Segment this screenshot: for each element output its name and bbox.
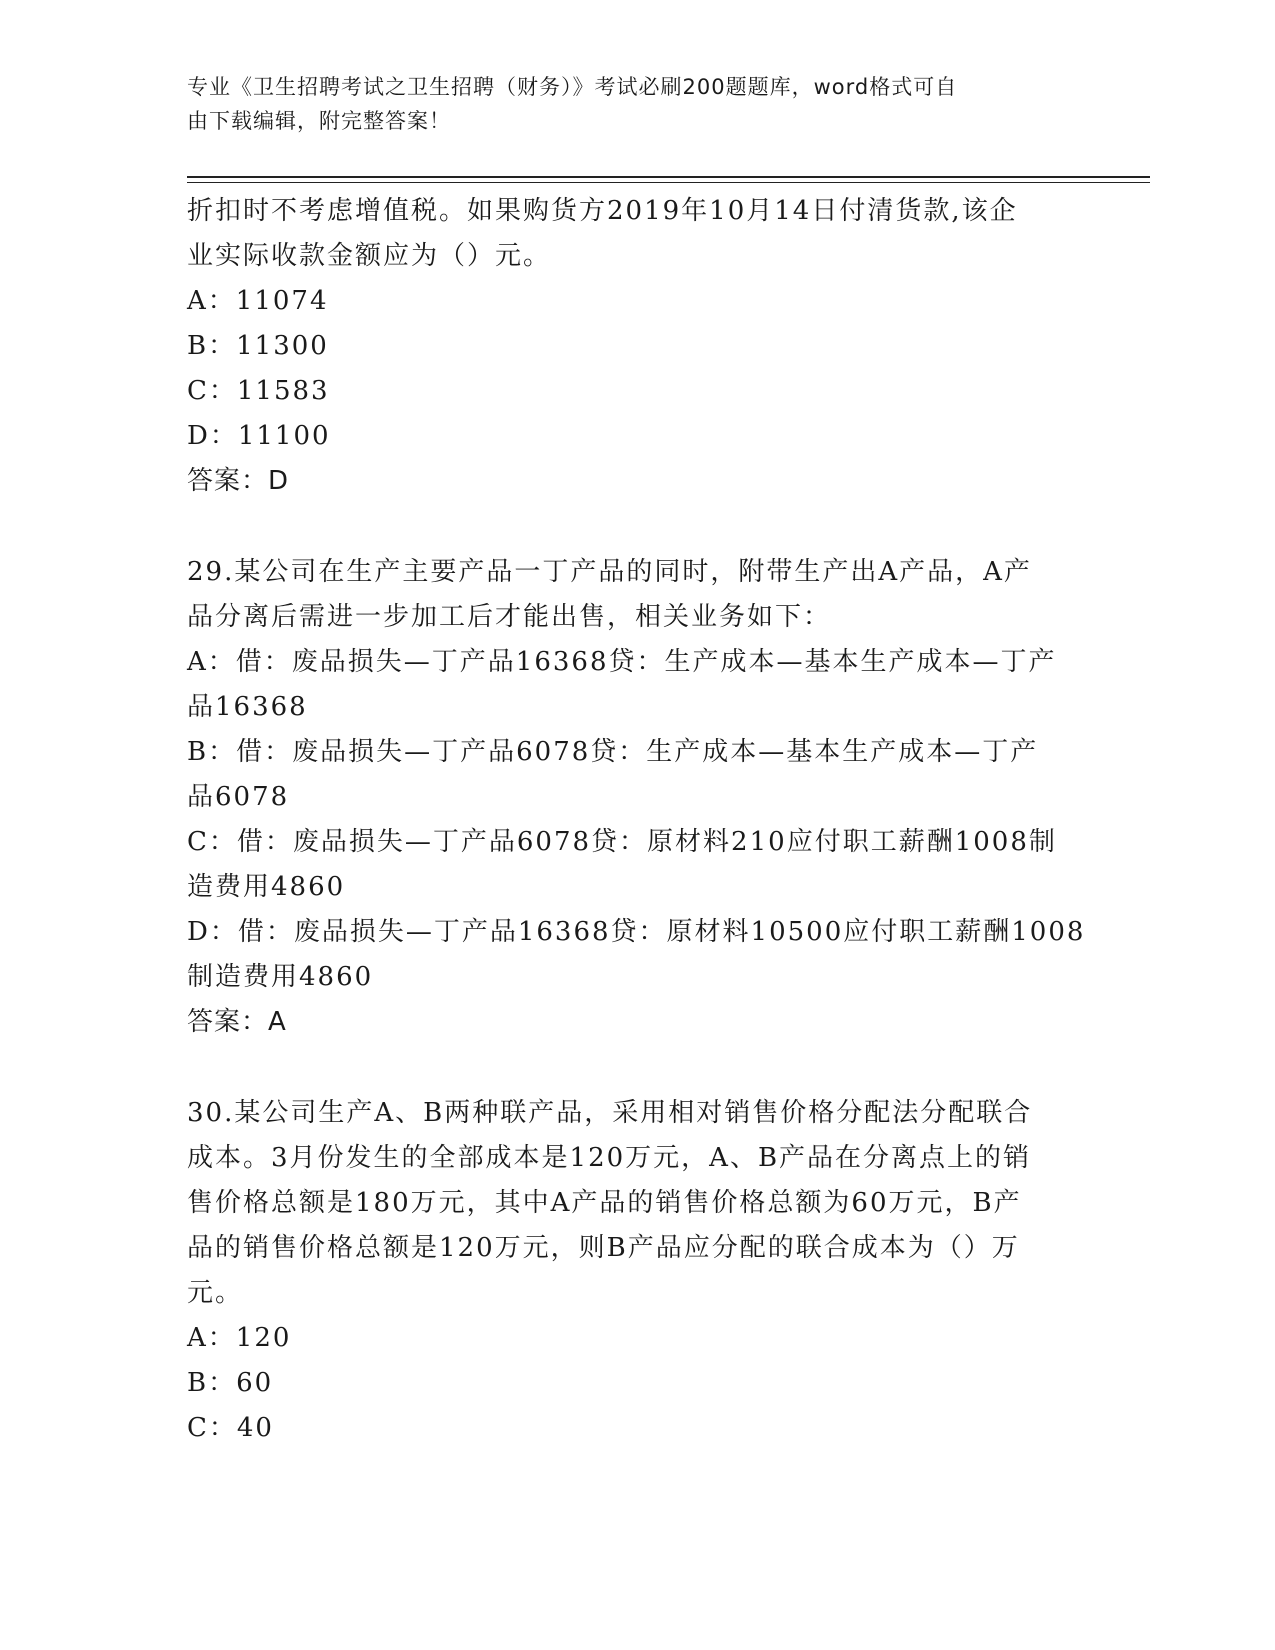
question-stem-line: 30.某公司生产A、B两种联产品，采用相对销售价格分配法分配联合 — [187, 1098, 1033, 1128]
option-c: C：40 — [187, 1413, 274, 1443]
header-line-1: 专业《卫生招聘考试之卫生招聘（财务）》考试必刷200题题库，word格式可自 — [187, 75, 958, 99]
question-28 — [187, 189, 1087, 504]
option-d: D：11100 — [187, 421, 331, 451]
option-b: B：借：废品损失—丁产品6078贷：生产成本—基本生产成本—丁产 — [187, 737, 1039, 767]
question-stem-line: 品的销售价格总额是120万元，则B产品应分配的联合成本为（）万 — [187, 1233, 1020, 1263]
option-b-continued: 品6078 — [187, 782, 290, 812]
option-c-continued: 造费用4860 — [187, 872, 346, 902]
question-stem-line: 业实际收款金额应为（）元。 — [187, 241, 552, 271]
option-a-continued: 品16368 — [187, 692, 308, 722]
option-d: D：借：废品损失—丁产品16368贷：原材料10500应付职工薪酬1008 — [187, 917, 1086, 947]
answer-line: 答案：A — [187, 1007, 287, 1037]
option-b: B：11300 — [187, 331, 329, 361]
option-c: C：11583 — [187, 376, 330, 406]
option-a: A：借：废品损失—丁产品16368贷：生产成本—基本生产成本—丁产 — [187, 647, 1057, 677]
option-b: B：60 — [187, 1368, 274, 1398]
option-d-continued: 制造费用4860 — [187, 962, 374, 992]
spacer — [187, 504, 1087, 550]
option-a: A：11074 — [187, 286, 329, 316]
question-stem-line: 品分离后需进一步加工后才能出售，相关业务如下： — [187, 602, 832, 632]
spacer — [187, 1045, 1087, 1091]
option-c: C：借：废品损失—丁产品6078贷：原材料210应付职工薪酬1008制 — [187, 827, 1057, 857]
header-rule-thin — [187, 182, 1150, 183]
question-stem-line: 折扣时不考虑增值税。如果购货方2019年10月14日付清货款,该企 — [187, 196, 1018, 226]
question-stem-line: 29.某公司在生产主要产品一丁产品的同时，附带生产出A产品，A产 — [187, 557, 1032, 587]
answer-line: 答案：D — [187, 466, 290, 496]
question-content — [187, 189, 1087, 1451]
header-line-2: 由下载编辑，附完整答案！ — [187, 109, 451, 133]
option-a: A：120 — [187, 1323, 292, 1353]
question-stem-line: 元。 — [187, 1278, 244, 1308]
question-30 — [187, 1091, 1087, 1451]
question-29 — [187, 550, 1087, 1045]
question-stem-line: 售价格总额是180万元，其中A产品的销售价格总额为60万元，B产 — [187, 1188, 1022, 1218]
document-header — [187, 70, 1067, 138]
header-rule-thick — [187, 176, 1150, 178]
question-stem-line: 成本。3月份发生的全部成本是120万元，A、B产品在分离点上的销 — [187, 1143, 1032, 1173]
